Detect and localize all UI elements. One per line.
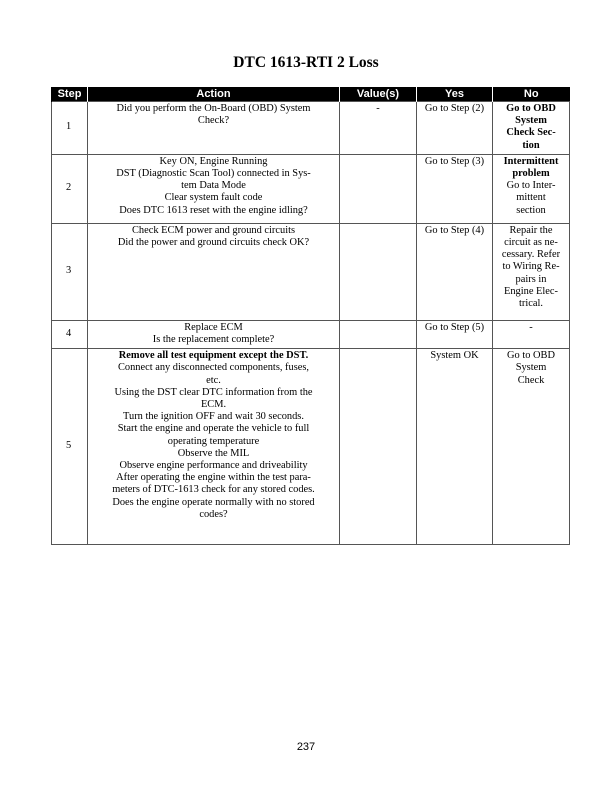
value-cell: -: [340, 102, 417, 155]
action-line: tem Data Mode: [181, 180, 246, 192]
action-cell: [88, 223, 340, 320]
table-header-row: [52, 87, 570, 102]
step-cell: 2: [52, 154, 88, 223]
column-header-step: Step: [52, 87, 88, 102]
yes-cell: Go to Step (5): [417, 320, 493, 348]
no-line: System: [515, 115, 547, 127]
action-line: meters of DTC-1613 check for any stored codes.: [112, 484, 315, 496]
yes-cell: System OK: [417, 349, 493, 545]
action-line: Observe the MIL: [177, 447, 250, 459]
no-line: section: [516, 204, 546, 216]
no-line: tion: [522, 139, 540, 151]
no-cell: [493, 154, 570, 223]
column-header-no: No: [493, 87, 570, 102]
no-line: trical.: [519, 298, 543, 310]
no-cell: [493, 102, 570, 155]
action-cell: [88, 320, 340, 348]
action-line: Check ECM power and ground circuits: [131, 224, 296, 236]
action-line: Observe engine performance and driveability: [119, 460, 308, 472]
table-row: [52, 223, 570, 320]
action-line: Replace ECM: [184, 321, 243, 333]
column-header-yes: Yes: [417, 87, 493, 102]
value-cell: [340, 320, 417, 348]
action-cell: [88, 154, 340, 223]
no-line: System: [515, 362, 547, 374]
action-line: Remove all test equipment except the DST.: [118, 350, 309, 362]
action-line: codes?: [199, 508, 228, 520]
no-line: cessary. Refer: [501, 249, 561, 261]
no-cell: [493, 349, 570, 545]
action-line: After operating the engine within the test para-: [116, 472, 311, 484]
action-line: Check?: [197, 115, 230, 127]
no-line: Check: [517, 374, 545, 386]
action-line: Is the replacement complete?: [152, 334, 275, 346]
action-line: Does the engine operate normally with no stored: [112, 496, 315, 508]
yes-cell: Go to Step (2): [417, 102, 493, 155]
action-line: Did the power and ground circuits check OK?: [117, 237, 310, 249]
value-cell: [340, 349, 417, 545]
step-cell: 4: [52, 320, 88, 348]
no-line: Repair the: [509, 224, 553, 236]
action-line: Does DTC 1613 reset with the engine idling?: [119, 204, 308, 216]
action-line: ECM.: [200, 399, 227, 411]
no-cell: [493, 320, 570, 348]
no-line: pairs in: [515, 273, 547, 285]
yes-cell: Go to Step (3): [417, 154, 493, 223]
no-line: -: [529, 321, 533, 333]
page-title: DTC 1613-RTI 2 Loss: [233, 54, 379, 71]
no-line: Go to OBD: [506, 103, 556, 114]
action-line: Start the engine and operate the vehicle to full: [117, 423, 310, 435]
action-line: Clear system fault code: [164, 192, 263, 204]
action-line: etc.: [206, 374, 221, 386]
page-number: 237: [296, 741, 316, 753]
step-cell: 3: [52, 223, 88, 320]
no-line: Check Sec-: [506, 127, 556, 139]
no-line: Go to OBD: [507, 350, 555, 362]
value-cell: [340, 154, 417, 223]
table-row: [52, 320, 570, 348]
action-line: DST (Diagnostic Scan Tool) connected in Sys-: [116, 168, 311, 180]
action-line: Key ON, Engine Running: [159, 155, 268, 167]
no-line: Go to Inter-: [506, 180, 556, 192]
action-line: Connect any disconnected components, fuses,: [117, 362, 310, 374]
yes-cell: Go to Step (4): [417, 223, 493, 320]
value-cell: [340, 223, 417, 320]
table-row: [52, 154, 570, 223]
table-body: [52, 102, 570, 545]
table-row: [52, 102, 570, 155]
no-line: problem: [512, 168, 550, 180]
action-line: Turn the ignition OFF and wait 30 seconds.: [123, 411, 304, 423]
action-line: Did you perform the On-Board (OBD) System: [116, 103, 311, 114]
action-cell: [88, 102, 340, 155]
no-line: Engine Elec-: [504, 285, 558, 297]
step-cell: 1: [52, 102, 88, 155]
no-line: circuit as ne-: [504, 237, 558, 249]
no-line: to Wiring Re-: [502, 261, 560, 273]
step-cell: 5: [52, 349, 88, 545]
no-cell: [493, 223, 570, 320]
table-row: [52, 349, 570, 545]
no-line: mittent: [516, 192, 546, 204]
no-line: Intermittent: [503, 155, 559, 167]
action-line: operating temperature: [167, 435, 260, 447]
diagnostic-table: [51, 87, 570, 545]
column-header-action: Action: [88, 87, 340, 102]
column-header-values: Value(s): [340, 87, 417, 102]
action-cell: [88, 349, 340, 545]
action-line: Using the DST clear DTC information from the: [114, 386, 313, 398]
